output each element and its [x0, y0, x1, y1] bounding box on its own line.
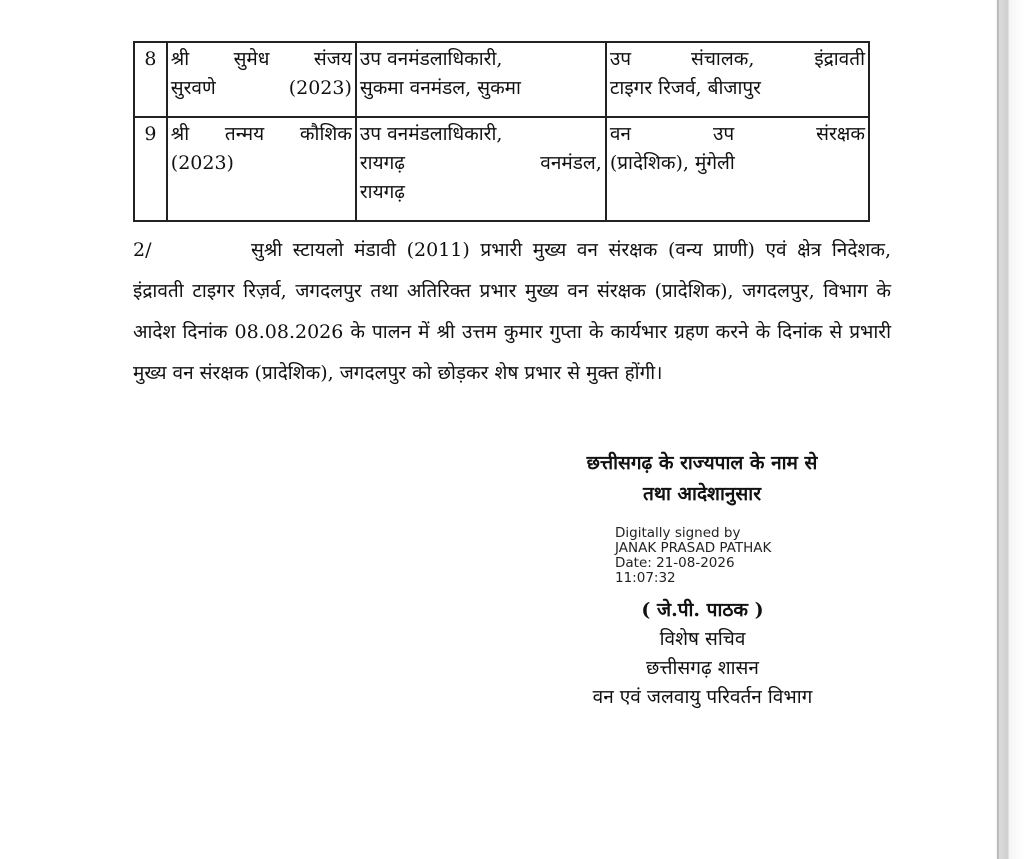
officer-designation: विशेष सचिव [659, 628, 746, 650]
officer-name-line: श्री सुमेध संजय [170, 48, 352, 70]
signer-name: JANAK PRASAD PATHAK [615, 540, 772, 556]
signature-line: Digitally signed by [615, 525, 741, 541]
scrollbar-track[interactable] [997, 0, 999, 859]
order-paragraph [133, 230, 891, 394]
signature-time: 11:07:32 [615, 570, 676, 586]
signature-date: Date: 21-08-2026 [615, 555, 735, 571]
new-posting-line: उप संचालक, इंद्रावती [609, 48, 865, 70]
officer-department: वन एवं जलवायु परिवर्तन विभाग [592, 686, 813, 708]
new-posting-line: वन उप संरक्षक [609, 123, 865, 145]
officer-government: छत्तीसगढ़ शासन [646, 657, 759, 679]
serial-number-cell [134, 42, 167, 117]
authority-line: तथा आदेशानुसार [643, 483, 761, 505]
current-posting-line: सुकमा वनमंडल, सुकमा [359, 77, 521, 99]
paragraph-number: 2/ [133, 239, 152, 261]
new-posting-line: टाइगर रिजर्व, बीजापुर [609, 77, 761, 99]
table-row [134, 42, 869, 117]
paragraph-text: सुश्री स्टायलो मंडावी (2011) प्रभारी मुख्य वन संरक्षक (वन्य प्राणी) एवं क्षेत्र निदेशक, इंद्रावती टाइगर रिज़र्व, जगदलपुर तथा अतिरिक्त प्रभार मुख्य वन संरक्षक (प्रादेशिक), जगदलपुर, विभाग के आदेश दिनांक 08.08.2026 के पालन में श्री उत्तम कुमार गुप्ता के कार्यभार ग्रहण करने के दिनांक से प्रभारी मुख्य वन संरक्षक (प्रादेशिक), जगदलपुर को छोड़कर शेष प्रभार से मुक्त होंगी। [133, 239, 891, 384]
current-posting-line: उप वनमंडलाधिकारी, [359, 123, 503, 145]
current-posting-cell [356, 117, 606, 221]
current-posting-line: उप वनमंडलाधिकारी, [359, 48, 503, 70]
table-row [134, 117, 869, 221]
transfer-table [133, 41, 870, 222]
serial-number: 8 [144, 48, 157, 70]
officer-name-line: श्री तन्मय कौशिक [170, 123, 352, 145]
serial-number: 9 [144, 123, 157, 145]
officer-name: ( जे.पी. पाठक ) [641, 599, 764, 621]
officer-name-cell [167, 117, 356, 221]
new-posting-cell [606, 42, 869, 117]
officer-name-line: (2023) [170, 152, 234, 174]
digital-signature [615, 526, 771, 586]
current-posting-line: रायगढ़ [359, 181, 405, 203]
current-posting-cell [356, 42, 606, 117]
officer-name-cell [167, 42, 356, 117]
officer-block [540, 596, 865, 712]
officer-name-line: सुरवणे (2023) [170, 77, 352, 99]
current-posting-line: रायगढ़ वनमंडल, [359, 152, 602, 174]
authority-line: छत्तीसगढ़ के राज्यपाल के नाम से [586, 452, 818, 474]
authority-block [530, 448, 874, 510]
serial-number-cell [134, 117, 167, 221]
new-posting-cell [606, 117, 869, 221]
new-posting-line: (प्रादेशिक), मुंगेली [609, 152, 735, 174]
scrollbar[interactable] [996, 0, 1024, 859]
